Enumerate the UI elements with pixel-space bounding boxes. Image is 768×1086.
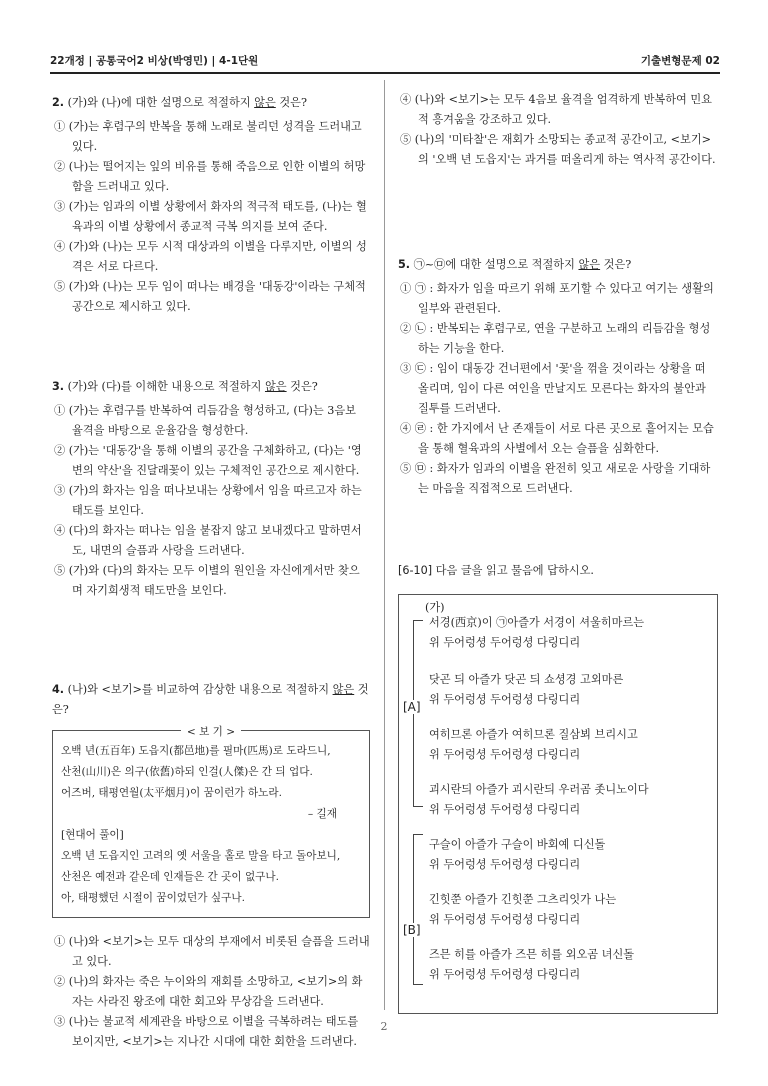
option-1[interactable]: ① ㉠ : 화자가 임을 따르기 위해 포기할 수 있다고 여기는 생활의 일부와 관련된다. (400, 282, 714, 315)
question-4 (52, 680, 370, 1052)
passage-label: (가) (425, 601, 445, 614)
option-3[interactable]: ③ (가)의 화자는 임을 떠나보내는 상황에서 임을 따르고자 하는 태도를 보인다. (54, 484, 362, 517)
poem-refrain: 위 두어렁셩 두어렁셩 다링디리 (429, 748, 581, 761)
option-3[interactable]: ③ (가)는 임과의 이별 상황에서 화자의 적극적 태도를, (나)는 혈육과의 이별 상황에서 종교적 극복 의지를 보여 준다. (54, 200, 367, 233)
poem-line: 구슬이 아즐가 구슬이 바회예 디신돌 (429, 838, 606, 851)
bogi-translation-line: 산천은 예전과 같은데 인재들은 간 곳이 없구나. (61, 871, 280, 883)
question-5-stem: 5. ㉠~㉤에 대한 설명으로 적절하지 않은 것은? (398, 258, 632, 271)
option-2[interactable]: ② (나)는 떨어지는 잎의 비유를 통해 죽음으로 인한 이별의 허망함을 드러내고 있다. (54, 160, 366, 193)
poem-line: 여히므론 아즐가 여히므론 질삼뵈 브리시고 (429, 728, 638, 741)
question-4-continued (398, 90, 716, 170)
question-number: 2. (52, 96, 65, 109)
bracket-b (413, 834, 414, 984)
poem-line: 즈믄 히를 아즐가 즈믄 히를 외오곰 녀신돌 (429, 948, 635, 961)
question-2-stem: 2. (가)와 (나)에 대한 설명으로 적절하지 않은 것은? (52, 96, 307, 109)
question-2 (52, 93, 370, 317)
option-1[interactable]: ① (나)와 <보기>는 모두 대상의 부재에서 비롯된 슬픔을 드러내고 있다. (54, 935, 370, 968)
option-5[interactable]: ⑤ (가)와 (나)는 모두 임이 떠나는 배경을 '대동강'이라는 구체적 공간으로 제시하고 있다. (54, 280, 366, 313)
bogi-title: < 보 기 > (181, 726, 241, 738)
header-rule (50, 72, 720, 74)
poem-refrain: 위 두어렁셩 두어렁셩 다링디리 (429, 693, 581, 706)
bogi-line: 오백 년(五百年) 도읍지(都邑地)를 필마(匹馬)로 도라드니, (61, 745, 331, 757)
bogi-box (52, 726, 370, 918)
option-5[interactable]: ⑤ (나)의 '미타찰'은 재회가 소망되는 종교적 공간이고, <보기>의 '오백 년 도읍지'는 과거를 떠올리게 하는 역사적 공간이다. (400, 133, 716, 166)
poem-refrain: 위 두어렁셩 두어렁셩 다링디리 (429, 803, 581, 816)
label-a: [A] (403, 700, 421, 714)
label-b: [B] (403, 923, 421, 937)
option-3[interactable]: ③ ㉢ : 임이 대동강 건너편에서 '꽃'을 꺾을 것이라는 상황을 떠올리며, 임이 다른 여인을 만날지도 모른다는 화자의 불안과 질투를 드러낸다. (400, 362, 706, 415)
bogi-line: 산천(山川)은 의구(依舊)하되 인걸(人傑)은 간 듸 업다. (61, 766, 313, 778)
header-right: 기출변형문제 02 (640, 55, 720, 67)
option-2[interactable]: ② (가)는 '대동강'을 통해 이별의 공간을 구체화하고, (다)는 '영변의 약산'을 진달래꽃이 있는 구체적인 공간으로 제시한다. (54, 444, 362, 477)
poem-refrain: 위 두어렁셩 두어렁셩 다링디리 (429, 858, 581, 871)
option-1[interactable]: ① (가)는 후렴구의 반복을 통해 노래로 불리던 성격을 드러내고 있다. (54, 120, 362, 153)
question-3-stem: 3. (가)와 (다)를 이해한 내용으로 적절하지 않은 것은? (52, 380, 318, 393)
option-1[interactable]: ① (가)는 후렴구를 반복하여 리듬감을 형성하고, (다)는 3음보 율격을 바탕으로 운율감을 형성한다. (54, 404, 356, 437)
bogi-line: 어즈버, 태평연월(太平烟月)이 꿈이런가 하노라. (61, 787, 282, 799)
bogi-translation-line: 아, 태평했던 시절이 꿈이었던가 싶구나. (61, 892, 245, 904)
option-3[interactable]: ③ (나)는 불교적 세계관을 바탕으로 이별을 극복하려는 태도를 보이지만, <보기>는 지나간 시대에 대한 회한을 드러낸다. (54, 1015, 359, 1048)
question-number: 5. (398, 258, 411, 271)
question-number: 4. (52, 683, 65, 696)
poem-refrain: 위 두어렁셩 두어렁셩 다링디리 (429, 913, 581, 926)
section-heading: [6-10] 다음 글을 읽고 물음에 답하시오. (398, 564, 594, 577)
question-4-stem: 4. (나)와 <보기>를 비교하여 감상한 내용으로 적절하지 않은 것은? (52, 683, 369, 716)
bogi-author: – 길재 (307, 808, 337, 820)
poem-line: 괴시란듸 아즐가 괴시란듸 우러곰 좃니노이다 (429, 783, 649, 796)
question-5 (398, 255, 716, 499)
poem-line: 닷곤 듸 아즐가 닷곤 듸 쇼셩경 고외마른 (429, 673, 624, 686)
column-divider (384, 80, 385, 1010)
passage-box (398, 594, 718, 1014)
option-4[interactable]: ④ (다)의 화자는 떠나는 임을 붙잡지 않고 보내겠다고 말하면서도, 내면의 슬픔과 사랑을 드러낸다. (54, 524, 362, 557)
question-number: 3. (52, 380, 65, 393)
option-2[interactable]: ② ㉡ : 반복되는 후렴구로, 연을 구분하고 노래의 리듬감을 형성하는 기능을 한다. (400, 322, 711, 355)
option-5[interactable]: ⑤ ㉤ : 화자가 임과의 이별을 완전히 잊고 새로운 사랑을 기대하는 마음을 직접적으로 드러낸다. (400, 462, 711, 495)
header-left: 22개정 | 공통국어2 비상(박영민) | 4-1단원 (50, 55, 259, 67)
poem-refrain: 위 두어렁셩 두어렁셩 다링디리 (429, 968, 581, 981)
bogi-translation-line: 오백 년 도읍지인 고려의 옛 서울을 홀로 말을 타고 돌아보니, (61, 850, 341, 862)
option-4[interactable]: ④ ㉣ : 한 가지에서 난 존재들이 서로 다른 곳으로 흩어지는 모습을 통해 혈육과의 사별에서 오는 슬픔을 심화한다. (400, 422, 714, 455)
page-header (50, 50, 720, 72)
option-4[interactable]: ④ (나)와 <보기>는 모두 4음보 율격을 엄격하게 반복하여 민요적 흥겨움을 강조하고 있다. (400, 93, 712, 126)
option-2[interactable]: ② (나)의 화자는 죽은 누이와의 재회를 소망하고, <보기>의 화자는 사라진 왕조에 대한 회고와 무상감을 드러낸다. (54, 975, 363, 1008)
poem-line: 서경(西京)이 ㉠아즐가 서경이 셔울히마르는 (429, 616, 645, 629)
bogi-translation-title: [현대어 풀이] (61, 829, 124, 841)
page-number: 2 (380, 1020, 388, 1033)
question-3 (52, 377, 370, 601)
option-4[interactable]: ④ (가)와 (나)는 모두 시적 대상과의 이별을 다루지만, 이별의 성격은 서로 다르다. (54, 240, 367, 273)
poem-line: 긴힛쭌 아즐가 긴힛쭌 그츠리잇가 나는 (429, 893, 617, 906)
poem-refrain: 위 두어렁셩 두어렁셩 다링디리 (429, 636, 581, 649)
option-5[interactable]: ⑤ (가)와 (다)의 화자는 모두 이별의 원인을 자신에게서만 찾으며 자기희생적 태도만을 보인다. (54, 564, 360, 597)
